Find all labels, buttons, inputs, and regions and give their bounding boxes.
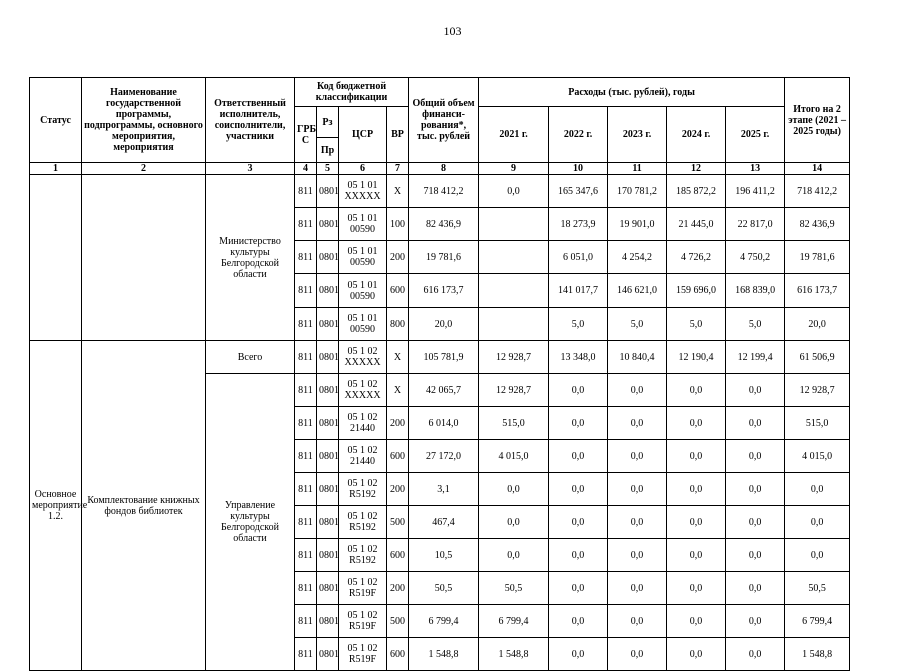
year-2022-cell: 0,0 bbox=[549, 572, 608, 605]
grbs-cell: 811 bbox=[295, 374, 317, 407]
year-2021-cell bbox=[479, 208, 549, 241]
column-number: 3 bbox=[206, 163, 295, 175]
total-cell: 6 799,4 bbox=[409, 605, 479, 638]
stage-total-cell: 0,0 bbox=[785, 539, 850, 572]
year-2021-cell: 12 928,7 bbox=[479, 374, 549, 407]
year-2021-cell bbox=[479, 274, 549, 308]
grbs-cell: 811 bbox=[295, 175, 317, 208]
year-2022-cell: 18 273,9 bbox=[549, 208, 608, 241]
vr-cell: X bbox=[387, 374, 409, 407]
year-2025-cell: 196 411,2 bbox=[726, 175, 785, 208]
grbs-cell: 811 bbox=[295, 539, 317, 572]
year-2021-cell: 0,0 bbox=[479, 175, 549, 208]
year-2025-cell: 0,0 bbox=[726, 539, 785, 572]
grbs-cell: 811 bbox=[295, 241, 317, 274]
year-2022-cell: 5,0 bbox=[549, 308, 608, 341]
header-year-2022: 2022 г. bbox=[549, 107, 608, 163]
stage-total-cell: 1 548,8 bbox=[785, 638, 850, 671]
year-2021-cell: 515,0 bbox=[479, 407, 549, 440]
year-2024-cell: 0,0 bbox=[667, 638, 726, 671]
column-number: 4 bbox=[295, 163, 317, 175]
column-number: 11 bbox=[608, 163, 667, 175]
responsible-ministry: Министерство культуры Белгородской области bbox=[206, 175, 295, 341]
csr-cell bbox=[339, 506, 387, 539]
vr-cell: 800 bbox=[387, 308, 409, 341]
header-expenses: Расходы (тыс. рублей), годы bbox=[479, 78, 785, 107]
stage-total-cell: 19 781,6 bbox=[785, 241, 850, 274]
year-2025-cell: 0,0 bbox=[726, 374, 785, 407]
rzpr-cell: 0801 bbox=[317, 506, 339, 539]
csr-cell bbox=[339, 638, 387, 671]
column-number: 14 bbox=[785, 163, 850, 175]
year-2025-cell: 5,0 bbox=[726, 308, 785, 341]
vr-cell: 600 bbox=[387, 539, 409, 572]
year-2023-cell: 146 621,0 bbox=[608, 274, 667, 308]
stage-total-cell: 6 799,4 bbox=[785, 605, 850, 638]
stage-total-cell: 616 173,7 bbox=[785, 274, 850, 308]
year-2023-cell: 0,0 bbox=[608, 506, 667, 539]
csr-part: 05 1 02 bbox=[347, 577, 378, 588]
column-number: 10 bbox=[549, 163, 608, 175]
csr-part: XXXXX bbox=[344, 390, 381, 401]
csr-cell bbox=[339, 572, 387, 605]
csr-part: 05 1 02 bbox=[347, 412, 378, 423]
year-2024-cell: 185 872,2 bbox=[667, 175, 726, 208]
csr-part: 00590 bbox=[350, 324, 375, 335]
stage-total-cell: 0,0 bbox=[785, 473, 850, 506]
column-number-row bbox=[30, 163, 850, 175]
csr-part: XXXXX bbox=[344, 357, 381, 368]
csr-cell bbox=[339, 308, 387, 341]
csr-part: 05 1 02 bbox=[347, 445, 378, 456]
column-number: 9 bbox=[479, 163, 549, 175]
stage-total-cell: 12 928,7 bbox=[785, 374, 850, 407]
year-2022-cell: 0,0 bbox=[549, 440, 608, 473]
header-name: Наименование государственной программы, подпрограммы, основного мероприятия, мероприятия bbox=[82, 78, 206, 163]
year-2025-cell: 0,0 bbox=[726, 440, 785, 473]
csr-part: 05 1 02 bbox=[347, 346, 378, 357]
page-number: 103 bbox=[443, 24, 462, 38]
csr-cell bbox=[339, 407, 387, 440]
year-2024-cell: 0,0 bbox=[667, 506, 726, 539]
grbs-cell: 811 bbox=[295, 572, 317, 605]
year-2025-cell: 0,0 bbox=[726, 638, 785, 671]
column-number: 8 bbox=[409, 163, 479, 175]
year-2021-cell bbox=[479, 241, 549, 274]
csr-cell bbox=[339, 241, 387, 274]
grbs-cell: 811 bbox=[295, 440, 317, 473]
csr-part: 21440 bbox=[350, 456, 375, 467]
vr-cell: 600 bbox=[387, 638, 409, 671]
rzpr-cell: 0801 bbox=[317, 572, 339, 605]
header-year-2023: 2023 г. bbox=[608, 107, 667, 163]
grbs-cell: 811 bbox=[295, 605, 317, 638]
rzpr-cell: 0801 bbox=[317, 638, 339, 671]
header-grbs: ГРБ С bbox=[295, 107, 317, 163]
year-2023-cell: 0,0 bbox=[608, 473, 667, 506]
year-2025-cell: 4 750,2 bbox=[726, 241, 785, 274]
vr-cell: X bbox=[387, 341, 409, 374]
table-header bbox=[30, 78, 850, 175]
year-2025-cell: 0,0 bbox=[726, 473, 785, 506]
csr-part: 05 1 01 bbox=[347, 180, 378, 191]
vr-cell: 500 bbox=[387, 506, 409, 539]
rzpr-cell: 0801 bbox=[317, 539, 339, 572]
year-2022-cell: 6 051,0 bbox=[549, 241, 608, 274]
year-2022-cell: 0,0 bbox=[549, 539, 608, 572]
year-2025-cell: 168 839,0 bbox=[726, 274, 785, 308]
stage-total-cell: 0,0 bbox=[785, 506, 850, 539]
year-2022-cell: 13 348,0 bbox=[549, 341, 608, 374]
grbs-cell: 811 bbox=[295, 274, 317, 308]
table-row bbox=[30, 175, 850, 208]
year-2021-cell bbox=[479, 308, 549, 341]
total-label-cell: Всего bbox=[206, 341, 295, 374]
total-cell: 19 781,6 bbox=[409, 241, 479, 274]
csr-part: 05 1 01 bbox=[347, 246, 378, 257]
year-2024-cell: 12 190,4 bbox=[667, 341, 726, 374]
vr-cell: 600 bbox=[387, 440, 409, 473]
total-cell: 6 014,0 bbox=[409, 407, 479, 440]
csr-part: R519F bbox=[348, 621, 377, 632]
year-2025-cell: 12 199,4 bbox=[726, 341, 785, 374]
grbs-cell: 811 bbox=[295, 638, 317, 671]
year-2021-cell: 0,0 bbox=[479, 506, 549, 539]
csr-part: R519F bbox=[348, 654, 377, 665]
stage-total-cell: 718 412,2 bbox=[785, 175, 850, 208]
total-cell: 10,5 bbox=[409, 539, 479, 572]
csr-part: 00590 bbox=[350, 290, 375, 302]
year-2025-cell: 0,0 bbox=[726, 605, 785, 638]
total-cell: 27 172,0 bbox=[409, 440, 479, 473]
header-stage-total: Итого на 2 этапе (2021 – 2025 годы) bbox=[785, 78, 850, 163]
budget-table bbox=[29, 77, 850, 671]
csr-part: R5192 bbox=[349, 489, 376, 500]
year-2021-cell: 50,5 bbox=[479, 572, 549, 605]
year-2023-cell: 10 840,4 bbox=[608, 341, 667, 374]
year-2022-cell: 0,0 bbox=[549, 506, 608, 539]
header-year-2024: 2024 г. bbox=[667, 107, 726, 163]
year-2022-cell: 0,0 bbox=[549, 374, 608, 407]
year-2023-cell: 0,0 bbox=[608, 572, 667, 605]
year-2025-cell: 0,0 bbox=[726, 506, 785, 539]
header-vr: ВР bbox=[387, 107, 409, 163]
grbs-cell: 811 bbox=[295, 407, 317, 440]
csr-part: R5192 bbox=[349, 555, 376, 566]
status-cell-empty bbox=[30, 175, 82, 341]
column-number: 2 bbox=[82, 163, 206, 175]
csr-cell bbox=[339, 175, 387, 208]
csr-part: 05 1 02 bbox=[347, 544, 378, 555]
year-2023-cell: 0,0 bbox=[608, 407, 667, 440]
stage-total-cell: 50,5 bbox=[785, 572, 850, 605]
year-2022-cell: 141 017,7 bbox=[549, 274, 608, 308]
stage-total-cell: 4 015,0 bbox=[785, 440, 850, 473]
stage-total-cell: 61 506,9 bbox=[785, 341, 850, 374]
csr-part: R5192 bbox=[349, 522, 376, 533]
csr-part: 05 1 01 bbox=[347, 213, 378, 224]
total-cell: 1 548,8 bbox=[409, 638, 479, 671]
vr-cell: X bbox=[387, 175, 409, 208]
year-2024-cell: 159 696,0 bbox=[667, 274, 726, 308]
year-2023-cell: 5,0 bbox=[608, 308, 667, 341]
column-number: 6 bbox=[339, 163, 387, 175]
vr-cell: 200 bbox=[387, 407, 409, 440]
rzpr-cell: 0801 bbox=[317, 374, 339, 407]
responsible-department: Управление культуры Белгородской области bbox=[206, 374, 295, 671]
year-2023-cell: 4 254,2 bbox=[608, 241, 667, 274]
header-csr: ЦСР bbox=[339, 107, 387, 163]
year-2022-cell: 0,0 bbox=[549, 605, 608, 638]
csr-cell bbox=[339, 208, 387, 241]
rzpr-cell: 0801 bbox=[317, 605, 339, 638]
csr-cell bbox=[339, 341, 387, 374]
column-number: 12 bbox=[667, 163, 726, 175]
header-year-2021: 2021 г. bbox=[479, 107, 549, 163]
total-cell: 50,5 bbox=[409, 572, 479, 605]
total-cell: 718 412,2 bbox=[409, 175, 479, 208]
year-2024-cell: 0,0 bbox=[667, 407, 726, 440]
csr-cell bbox=[339, 440, 387, 473]
year-2023-cell: 0,0 bbox=[608, 638, 667, 671]
year-2021-cell: 0,0 bbox=[479, 473, 549, 506]
csr-part: 00590 bbox=[350, 257, 375, 268]
year-2021-cell: 4 015,0 bbox=[479, 440, 549, 473]
total-cell: 105 781,9 bbox=[409, 341, 479, 374]
rzpr-cell: 0801 bbox=[317, 440, 339, 473]
year-2023-cell: 0,0 bbox=[608, 605, 667, 638]
year-2024-cell: 0,0 bbox=[667, 539, 726, 572]
year-2024-cell: 0,0 bbox=[667, 572, 726, 605]
year-2023-cell: 0,0 bbox=[608, 374, 667, 407]
header-status: Статус bbox=[30, 78, 82, 163]
total-cell: 467,4 bbox=[409, 506, 479, 539]
rzpr-cell: 0801 bbox=[317, 341, 339, 374]
year-2021-cell: 1 548,8 bbox=[479, 638, 549, 671]
year-2021-cell: 12 928,7 bbox=[479, 341, 549, 374]
column-number: 1 bbox=[30, 163, 82, 175]
total-cell: 3,1 bbox=[409, 473, 479, 506]
csr-part: 05 1 02 bbox=[347, 379, 378, 390]
year-2021-cell: 6 799,4 bbox=[479, 605, 549, 638]
vr-cell: 100 bbox=[387, 208, 409, 241]
header-pr: Пр bbox=[317, 138, 339, 163]
rzpr-cell: 0801 bbox=[317, 175, 339, 208]
total-cell: 82 436,9 bbox=[409, 208, 479, 241]
header-year-2025: 2025 г. bbox=[726, 107, 785, 163]
header-total-volume: Общий объем финанси-рования*, тыс. рублей bbox=[409, 78, 479, 163]
year-2024-cell: 4 726,2 bbox=[667, 241, 726, 274]
grbs-cell: 811 bbox=[295, 341, 317, 374]
csr-part: 05 1 02 bbox=[347, 610, 378, 621]
csr-cell bbox=[339, 274, 387, 308]
stage-total-cell: 20,0 bbox=[785, 308, 850, 341]
year-2022-cell: 165 347,6 bbox=[549, 175, 608, 208]
rzpr-cell: 0801 bbox=[317, 407, 339, 440]
vr-cell: 500 bbox=[387, 605, 409, 638]
csr-part: 05 1 02 bbox=[347, 511, 378, 522]
csr-cell bbox=[339, 539, 387, 572]
grbs-cell: 811 bbox=[295, 473, 317, 506]
grbs-cell: 811 bbox=[295, 506, 317, 539]
total-cell: 42 065,7 bbox=[409, 374, 479, 407]
csr-part: 05 1 01 bbox=[347, 313, 378, 324]
rzpr-cell: 0801 bbox=[317, 308, 339, 341]
csr-cell bbox=[339, 374, 387, 407]
year-2024-cell: 5,0 bbox=[667, 308, 726, 341]
rzpr-cell: 0801 bbox=[317, 241, 339, 274]
csr-part: 05 1 01 bbox=[347, 279, 378, 291]
column-number: 5 bbox=[317, 163, 339, 175]
table-body bbox=[30, 175, 850, 671]
year-2025-cell: 0,0 bbox=[726, 572, 785, 605]
rzpr-cell: 0801 bbox=[317, 208, 339, 241]
year-2021-cell: 0,0 bbox=[479, 539, 549, 572]
header-budget-code: Код бюджетной классификации bbox=[295, 78, 409, 107]
total-cell: 616 173,7 bbox=[409, 274, 479, 308]
vr-cell: 200 bbox=[387, 473, 409, 506]
csr-part: 05 1 02 bbox=[347, 478, 378, 489]
status-cell: Основное мероприятие 1.2. bbox=[30, 341, 82, 671]
rzpr-cell: 0801 bbox=[317, 274, 339, 308]
year-2022-cell: 0,0 bbox=[549, 473, 608, 506]
rzpr-cell: 0801 bbox=[317, 473, 339, 506]
header-rz: Рз bbox=[317, 107, 339, 138]
csr-part: XXXXX bbox=[344, 191, 381, 202]
grbs-cell: 811 bbox=[295, 308, 317, 341]
column-number: 7 bbox=[387, 163, 409, 175]
csr-part: R519F bbox=[348, 588, 377, 599]
stage-total-cell: 515,0 bbox=[785, 407, 850, 440]
year-2024-cell: 0,0 bbox=[667, 374, 726, 407]
activity-name-cell: Комплектование книжных фондов библиотек bbox=[82, 341, 206, 671]
csr-cell bbox=[339, 605, 387, 638]
name-cell-empty bbox=[82, 175, 206, 341]
header-responsible: Ответственный исполнитель, соисполнители, участники bbox=[206, 78, 295, 163]
year-2025-cell: 0,0 bbox=[726, 407, 785, 440]
year-2025-cell: 22 817,0 bbox=[726, 208, 785, 241]
csr-part: 00590 bbox=[350, 224, 375, 235]
grbs-cell: 811 bbox=[295, 208, 317, 241]
csr-part: 21440 bbox=[350, 423, 375, 434]
year-2023-cell: 170 781,2 bbox=[608, 175, 667, 208]
total-cell: 20,0 bbox=[409, 308, 479, 341]
year-2022-cell: 0,0 bbox=[549, 407, 608, 440]
stage-total-cell: 82 436,9 bbox=[785, 208, 850, 241]
year-2023-cell: 0,0 bbox=[608, 440, 667, 473]
vr-cell: 600 bbox=[387, 274, 409, 308]
vr-cell: 200 bbox=[387, 241, 409, 274]
year-2022-cell: 0,0 bbox=[549, 638, 608, 671]
vr-cell: 200 bbox=[387, 572, 409, 605]
year-2023-cell: 0,0 bbox=[608, 539, 667, 572]
csr-part: 05 1 02 bbox=[347, 643, 378, 654]
column-number: 13 bbox=[726, 163, 785, 175]
csr-cell bbox=[339, 473, 387, 506]
year-2024-cell: 21 445,0 bbox=[667, 208, 726, 241]
table-row-total bbox=[30, 341, 850, 374]
year-2023-cell: 19 901,0 bbox=[608, 208, 667, 241]
year-2024-cell: 0,0 bbox=[667, 440, 726, 473]
year-2024-cell: 0,0 bbox=[667, 605, 726, 638]
year-2024-cell: 0,0 bbox=[667, 473, 726, 506]
